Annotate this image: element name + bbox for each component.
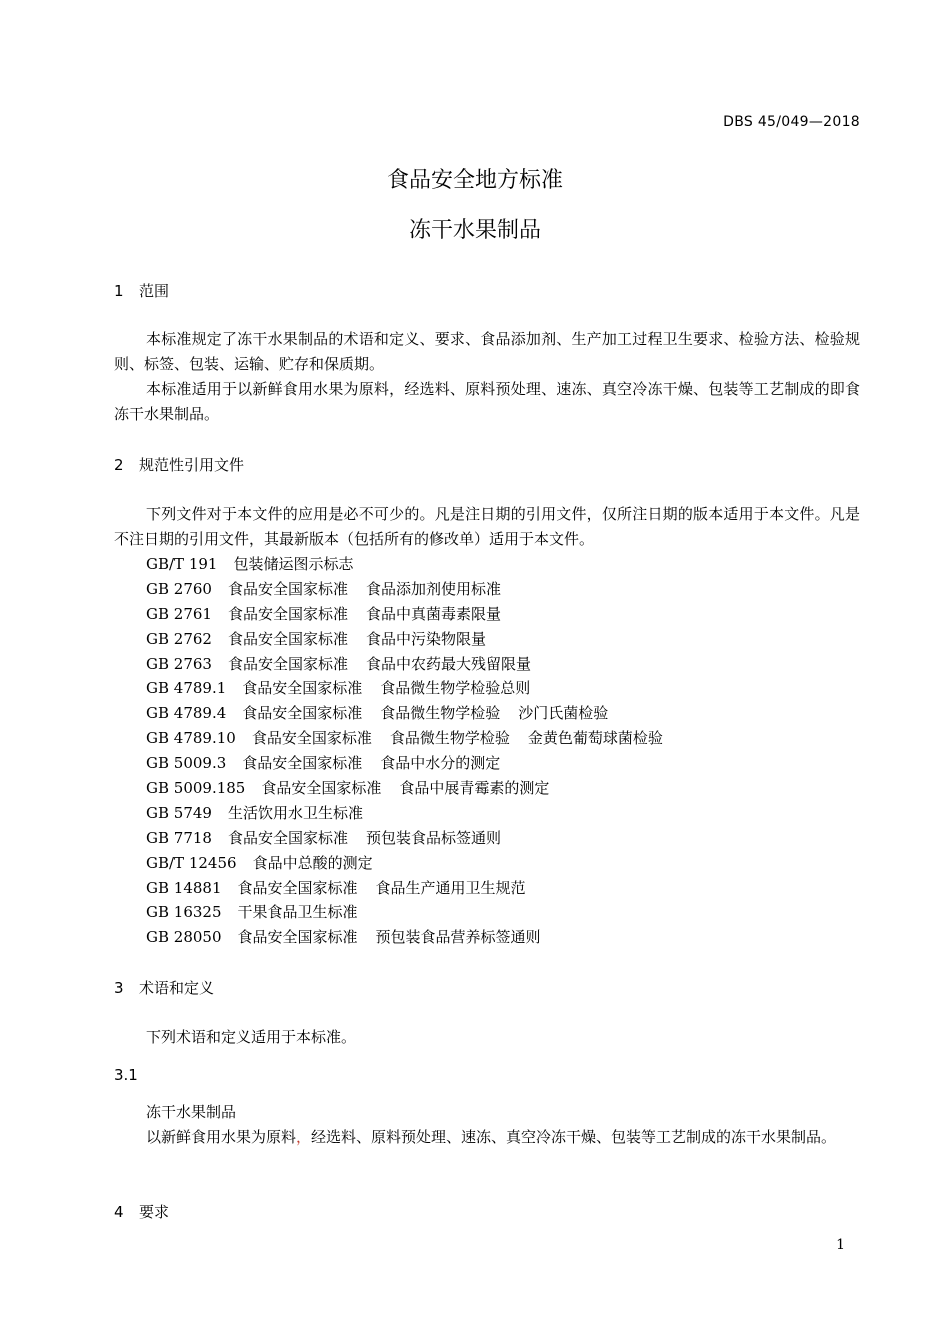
section-number: 1: [114, 282, 124, 300]
definition-comma: ，: [296, 1128, 312, 1146]
document-subtitle: 冻干水果制品: [408, 218, 541, 243]
page-number: 1: [836, 1237, 845, 1253]
reference-title-part: 食品安全国家标准: [227, 604, 348, 623]
section-number: 2: [114, 456, 124, 474]
reference-code: GB 14881: [146, 878, 222, 897]
section-title: 范围: [139, 282, 170, 300]
reference-title-part: 食品微生物学检验: [380, 704, 501, 723]
scope-paragraph-2: 本标准适用于以新鲜食用水果为原料，经选料、原料预处理、速冻、真空冷冻干燥、包装等工艺制成的即食冻干水果制品。: [114, 380, 860, 423]
reference-title-part: 食品安全国家标准: [227, 828, 348, 847]
section-heading-requirements: [114, 1201, 169, 1222]
reference-title-part: 食品安全国家标准: [242, 704, 363, 723]
reference-code: GB 2761: [146, 604, 212, 623]
reference-item: [146, 652, 663, 677]
term-definition: [114, 1125, 860, 1150]
definition-part: 以新鲜食用水果为原料: [146, 1128, 297, 1146]
section-title: 要求: [139, 1203, 170, 1221]
reference-item: [146, 701, 663, 726]
reference-title-part: 干果食品卫生标准: [237, 903, 358, 922]
definition-part: 经选料、原料预处理、速冻、真空冷冻干燥、包装等工艺制成的冻干水果制品。: [311, 1128, 837, 1146]
reference-code: GB 5749: [146, 803, 212, 822]
reference-code: GB 2763: [146, 654, 212, 673]
reference-code: GB 28050: [146, 928, 222, 947]
terms-intro: 下列术语和定义适用于本标准。: [146, 1028, 357, 1046]
reference-title-part: 食品中水分的测定: [380, 754, 501, 773]
reference-code: GB 2760: [146, 579, 212, 598]
reference-title-part: 食品安全国家标准: [261, 779, 382, 798]
section-heading-references: [114, 454, 244, 475]
reference-title-part: 食品安全国家标准: [227, 629, 348, 648]
reference-code: GB 4789.1: [146, 679, 227, 698]
section-heading-scope: [114, 280, 169, 301]
reference-title-part: 食品安全国家标准: [227, 654, 348, 673]
reference-title-part: 食品安全国家标准: [237, 878, 358, 897]
reference-item: [146, 602, 663, 627]
reference-code: GB 4789.10: [146, 729, 236, 748]
reference-item: [146, 826, 663, 851]
reference-title-part: 食品中农药最大残留限量: [365, 654, 531, 673]
reference-title-part: 食品中真菌毒素限量: [365, 604, 501, 623]
section-title: 术语和定义: [139, 979, 215, 997]
reference-list: [146, 552, 663, 950]
document-title: 食品安全地方标准: [386, 168, 563, 193]
reference-item: [146, 801, 663, 826]
reference-title-part: 预包装食品营养标签通则: [375, 928, 541, 947]
reference-title-part: 生活饮用水卫生标准: [227, 803, 363, 822]
reference-title-part: 食品安全国家标准: [227, 579, 348, 598]
reference-code: GB/T 12456: [146, 853, 237, 872]
reference-code: GB 7718: [146, 828, 212, 847]
section-heading-terms: [114, 977, 214, 998]
standard-code: DBS 45/049—2018: [723, 114, 860, 130]
scope-paragraph-1: 本标准规定了冻干水果制品的术语和定义、要求、食品添加剂、生产加工过程卫生要求、检验方法、检验规则、标签、包装、运输、贮存和保质期。: [114, 330, 860, 373]
reference-code: GB 5009.3: [146, 754, 227, 773]
reference-item: [146, 925, 663, 950]
reference-title-part: 食品中总酸的测定: [252, 853, 373, 872]
reference-title-part: 食品微生物学检验: [389, 729, 510, 748]
reference-code: GB 5009.185: [146, 779, 246, 798]
reference-item: [146, 552, 663, 577]
references-intro: 下列文件对于本文件的应用是必不可少的。凡是注日期的引用文件，仅所注日期的版本适用于本文件。凡是不注日期的引用文件，其最新版本（包括所有的修改单）适用于本文件。: [114, 505, 860, 548]
reference-title-part: 食品安全国家标准: [242, 679, 363, 698]
term-name: 冻干水果制品: [146, 1103, 237, 1121]
reference-code: GB 2762: [146, 629, 212, 648]
reference-title-part: 食品添加剂使用标准: [365, 579, 501, 598]
section-title: 规范性引用文件: [139, 456, 245, 474]
reference-title-part: 金黄色葡萄球菌检验: [527, 729, 663, 748]
reference-title-part: 食品安全国家标准: [242, 754, 363, 773]
reference-code: GB 4789.4: [146, 704, 227, 723]
reference-title-part: 食品安全国家标准: [237, 928, 358, 947]
reference-title-part: 食品安全国家标准: [251, 729, 372, 748]
reference-title-part: 食品中污染物限量: [365, 629, 486, 648]
reference-item: [146, 876, 663, 901]
reference-code: GB 16325: [146, 903, 222, 922]
reference-title-part: 食品中展青霉素的测定: [399, 779, 550, 798]
reference-title-part: 食品微生物学检验总则: [380, 679, 531, 698]
reference-item: [146, 577, 663, 602]
reference-item: [146, 900, 663, 925]
subsection-number: 3.1: [114, 1066, 138, 1084]
section-number: 3: [114, 979, 124, 997]
reference-title-part: 预包装食品标签通则: [365, 828, 501, 847]
reference-item: [146, 851, 663, 876]
reference-title-part: 包装储运图示标志: [233, 555, 354, 573]
reference-item: [146, 751, 663, 776]
reference-title-part: 沙门氏菌检验: [518, 704, 609, 723]
reference-item: [146, 776, 663, 801]
reference-item: [146, 627, 663, 652]
reference-code: GB/T 191: [146, 555, 218, 573]
reference-item: [146, 726, 663, 751]
reference-title-part: 食品生产通用卫生规范: [375, 878, 526, 897]
section-number: 4: [114, 1203, 124, 1221]
reference-item: [146, 676, 663, 701]
